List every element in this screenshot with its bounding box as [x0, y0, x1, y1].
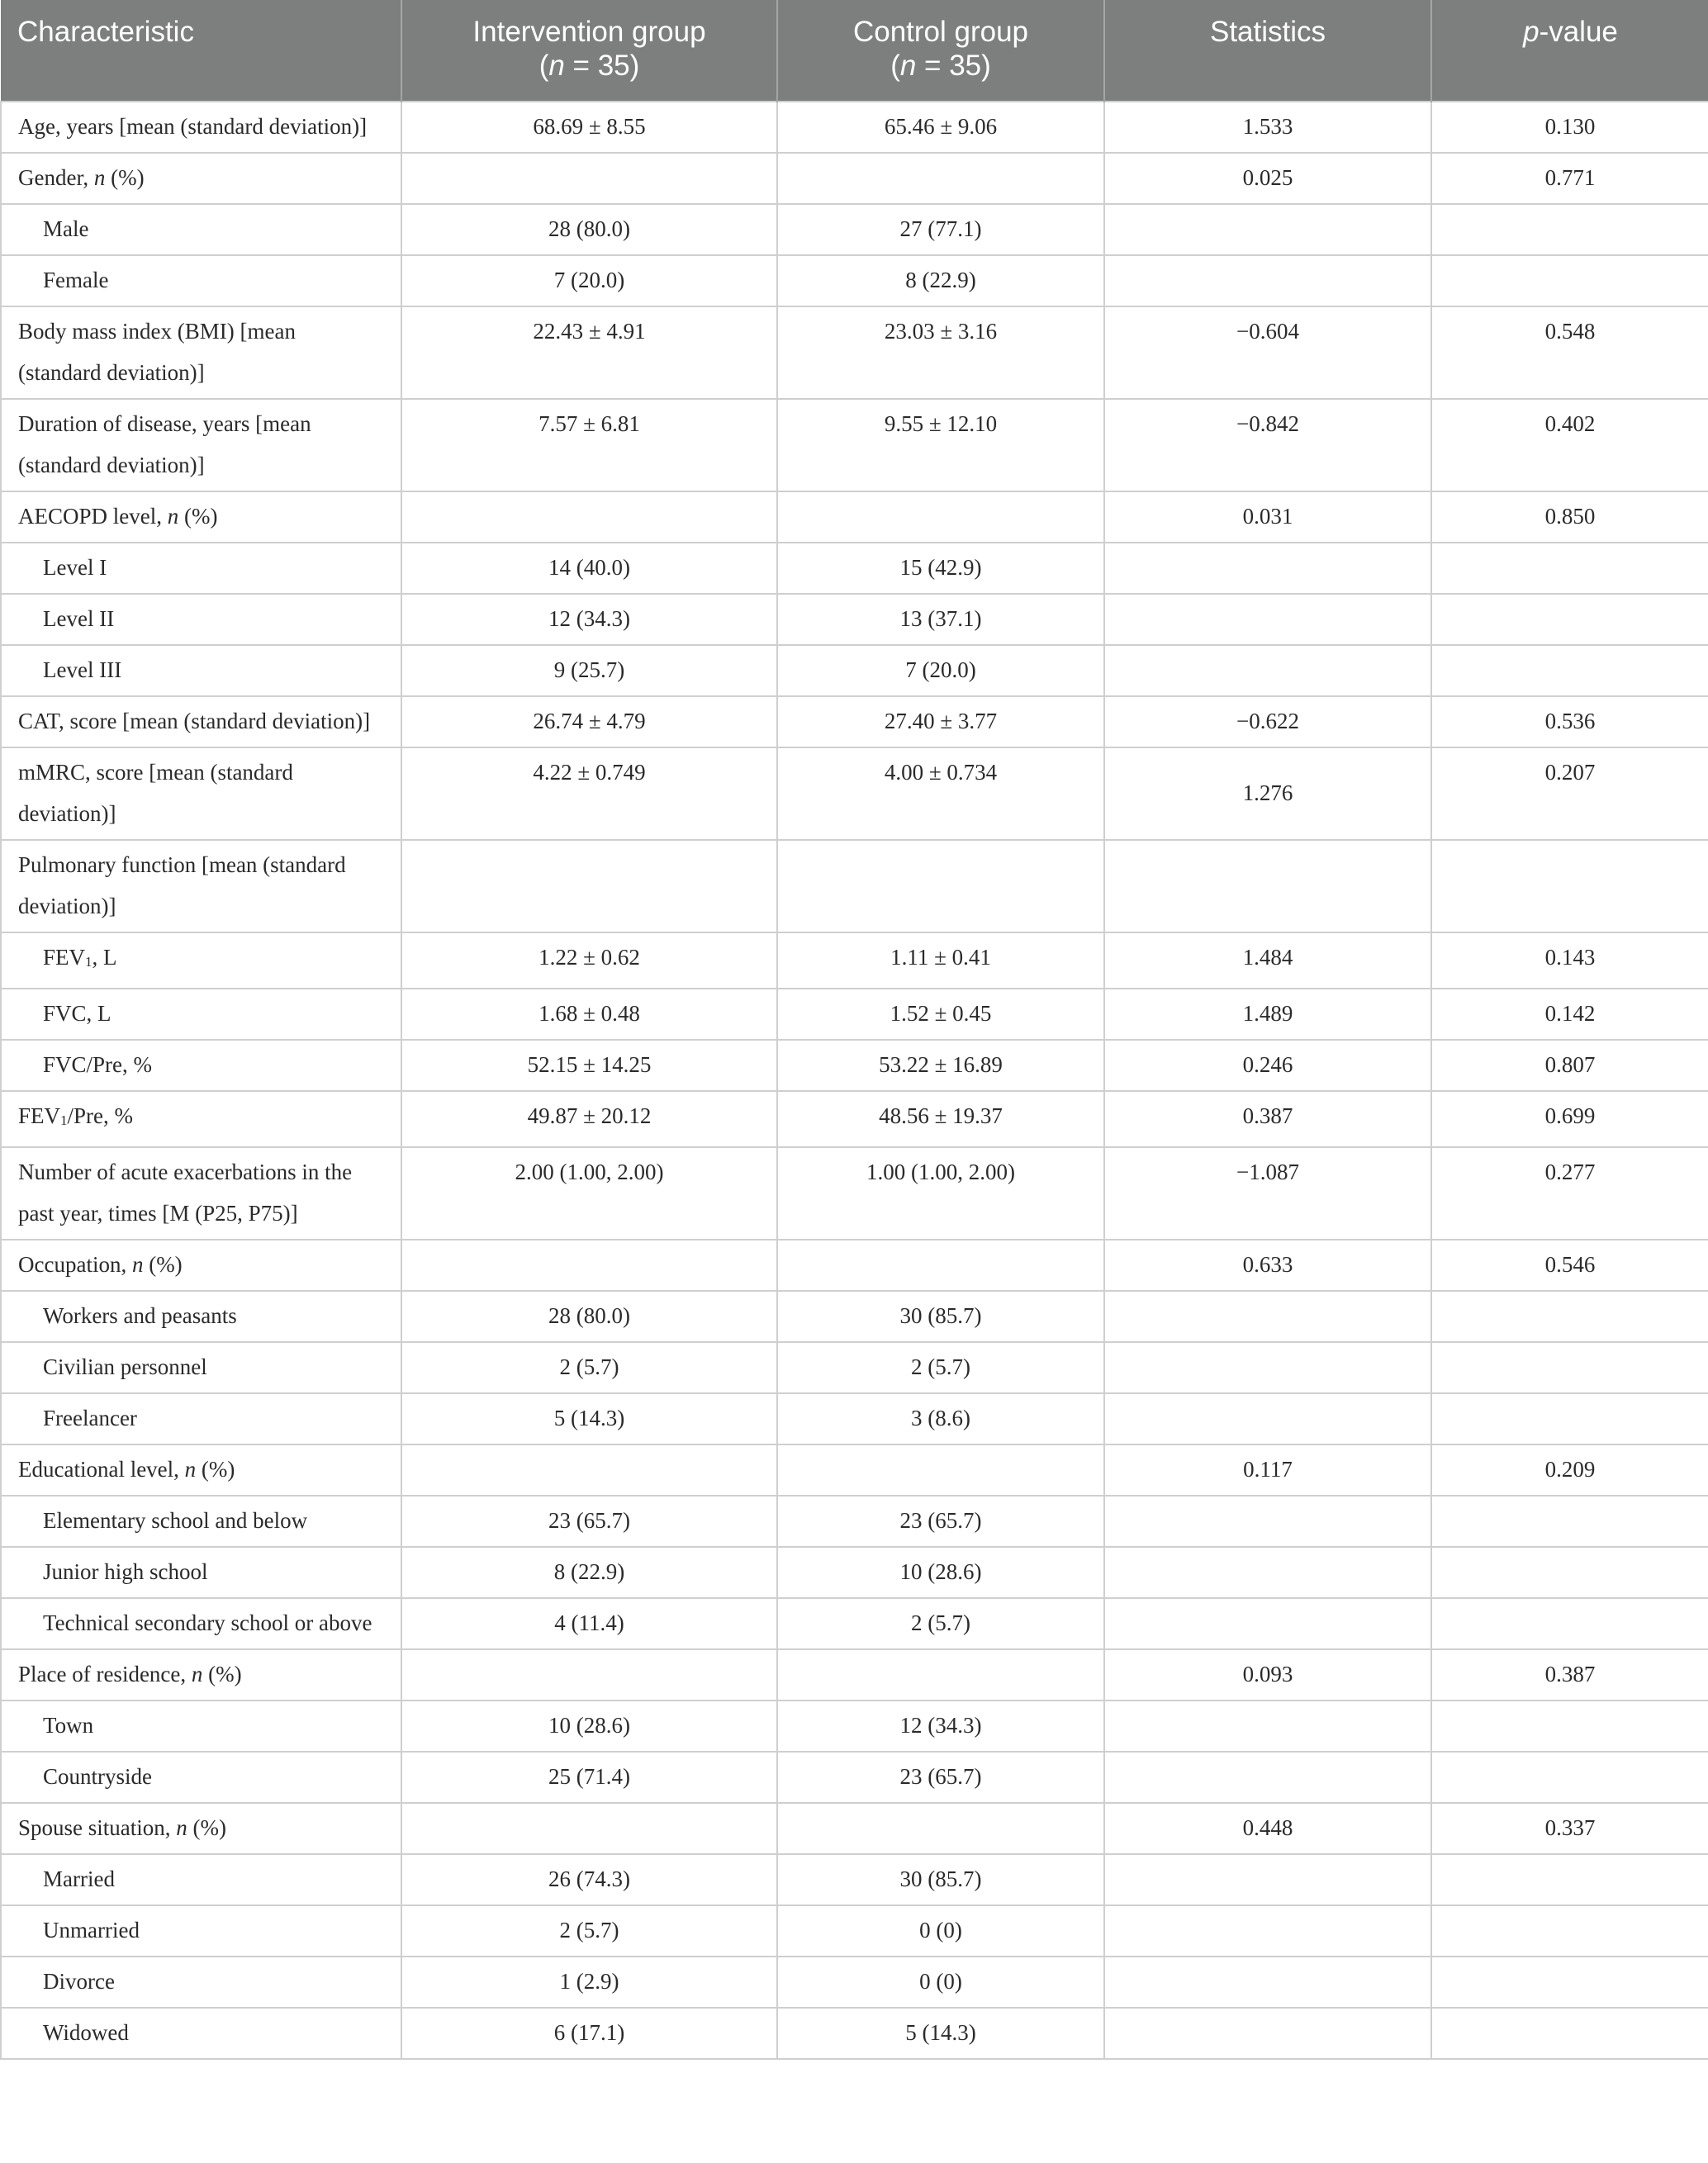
intervention-value: 28 (80.0)	[401, 1291, 777, 1342]
control-value: 15 (42.9)	[777, 543, 1104, 594]
table-row	[1, 840, 1708, 932]
table-row	[1, 102, 1708, 153]
intervention-value: 22.43 ± 4.91	[401, 306, 777, 399]
statistics-value	[1104, 1701, 1431, 1752]
intervention-value: 10 (28.6)	[401, 1701, 777, 1752]
intervention-value: 2 (5.7)	[401, 1342, 777, 1393]
table-row	[1, 747, 1708, 840]
p-value: 0.536	[1431, 696, 1708, 747]
header-characteristic: Characteristic	[1, 0, 401, 102]
table-row	[1, 2008, 1708, 2059]
row-label: Pulmonary function [mean (standard deviation)]	[1, 840, 401, 932]
statistics-value	[1104, 1905, 1431, 1957]
control-value: 4.00 ± 0.734	[777, 747, 1104, 840]
statistics-value: −0.622	[1104, 696, 1431, 747]
table-row	[1, 1342, 1708, 1393]
intervention-value	[401, 840, 777, 932]
row-label: Level III	[1, 645, 401, 696]
table-row	[1, 543, 1708, 594]
header-intervention-group: Intervention group (n = 35)	[401, 0, 777, 102]
table-row	[1, 1752, 1708, 1803]
p-value: 0.807	[1431, 1040, 1708, 1091]
table-row	[1, 1957, 1708, 2008]
table-row	[1, 1547, 1708, 1598]
p-value: 0.548	[1431, 306, 1708, 399]
statistics-value	[1104, 1393, 1431, 1444]
table-row	[1, 491, 1708, 543]
table-row	[1, 1444, 1708, 1496]
statistics-value: 0.117	[1104, 1444, 1431, 1496]
control-value: 1.11 ± 0.41	[777, 932, 1104, 989]
row-label: Female	[1, 255, 401, 306]
control-value	[777, 491, 1104, 543]
statistics-value: 1.484	[1104, 932, 1431, 989]
intervention-value: 12 (34.3)	[401, 594, 777, 645]
p-value: 0.771	[1431, 153, 1708, 204]
control-value: 1.52 ± 0.45	[777, 989, 1104, 1040]
control-value: 23 (65.7)	[777, 1496, 1104, 1547]
intervention-value: 1 (2.9)	[401, 1957, 777, 2008]
statistics-value: 0.246	[1104, 1040, 1431, 1091]
statistics-value	[1104, 1957, 1431, 2008]
table-row	[1, 1905, 1708, 1957]
p-value	[1431, 1957, 1708, 2008]
row-label: Widowed	[1, 2008, 401, 2059]
control-value: 23.03 ± 3.16	[777, 306, 1104, 399]
p-value	[1431, 1496, 1708, 1547]
intervention-value: 25 (71.4)	[401, 1752, 777, 1803]
control-value: 2 (5.7)	[777, 1598, 1104, 1649]
control-value: 5 (14.3)	[777, 2008, 1104, 2059]
row-label: Age, years [mean (standard deviation)]	[1, 102, 401, 153]
p-value: 0.209	[1431, 1444, 1708, 1496]
intervention-value	[401, 1649, 777, 1701]
row-label: Level II	[1, 594, 401, 645]
control-value: 12 (34.3)	[777, 1701, 1104, 1752]
p-value	[1431, 1701, 1708, 1752]
row-label: Gender, n (%)	[1, 153, 401, 204]
p-value	[1431, 1854, 1708, 1905]
intervention-value: 1.22 ± 0.62	[401, 932, 777, 989]
table-row	[1, 153, 1708, 204]
statistics-value: 0.448	[1104, 1803, 1431, 1854]
p-value: 0.142	[1431, 989, 1708, 1040]
intervention-value	[401, 491, 777, 543]
control-value: 23 (65.7)	[777, 1752, 1104, 1803]
p-value	[1431, 1393, 1708, 1444]
row-label: $FEV_1$/Pre, %	[1, 1091, 401, 1147]
control-value: 10 (28.6)	[777, 1547, 1104, 1598]
row-label: Body mass index (BMI) [mean (standard deviation)]	[1, 306, 401, 399]
statistics-value: 0.093	[1104, 1649, 1431, 1701]
header-statistics: Statistics	[1104, 0, 1431, 102]
intervention-value: 68.69 ± 8.55	[401, 102, 777, 153]
p-value	[1431, 2008, 1708, 2059]
statistics-value	[1104, 1291, 1431, 1342]
statistics-value	[1104, 594, 1431, 645]
header-row	[1, 0, 1708, 102]
control-value: 53.22 ± 16.89	[777, 1040, 1104, 1091]
header-control-group: Control group (n = 35)	[777, 0, 1104, 102]
table-row	[1, 932, 1708, 989]
p-value: 0.130	[1431, 102, 1708, 153]
p-value: 0.850	[1431, 491, 1708, 543]
intervention-value: 7 (20.0)	[401, 255, 777, 306]
statistics-value: 0.025	[1104, 153, 1431, 204]
control-value: 8 (22.9)	[777, 255, 1104, 306]
intervention-value: 2 (5.7)	[401, 1905, 777, 1957]
header-p-value: p-value	[1431, 0, 1708, 102]
row-label: CAT, score [mean (standard deviation)]	[1, 696, 401, 747]
table-header	[1, 0, 1708, 102]
statistics-value	[1104, 204, 1431, 255]
intervention-value	[401, 1803, 777, 1854]
table-row	[1, 1649, 1708, 1701]
control-value: 27.40 ± 3.77	[777, 696, 1104, 747]
statistics-value: −0.842	[1104, 399, 1431, 491]
row-label: Number of acute exacerbations in the past year, times [M (P25, P75)]	[1, 1147, 401, 1240]
control-value	[777, 1649, 1104, 1701]
p-value	[1431, 1905, 1708, 1957]
statistics-value: 0.031	[1104, 491, 1431, 543]
intervention-value: 4.22 ± 0.749	[401, 747, 777, 840]
statistics-value: 0.387	[1104, 1091, 1431, 1147]
intervention-value: 1.68 ± 0.48	[401, 989, 777, 1040]
table-row	[1, 1496, 1708, 1547]
statistics-value	[1104, 1496, 1431, 1547]
row-label: Town	[1, 1701, 401, 1752]
table-row	[1, 1701, 1708, 1752]
p-value	[1431, 255, 1708, 306]
control-value	[777, 840, 1104, 932]
intervention-value	[401, 1240, 777, 1291]
control-value: 9.55 ± 12.10	[777, 399, 1104, 491]
row-label: FVC/Pre, %	[1, 1040, 401, 1091]
control-value: 0 (0)	[777, 1905, 1104, 1957]
control-value: 65.46 ± 9.06	[777, 102, 1104, 153]
intervention-value: 26.74 ± 4.79	[401, 696, 777, 747]
row-label: Occupation, n (%)	[1, 1240, 401, 1291]
row-label: Technical secondary school or above	[1, 1598, 401, 1649]
intervention-value: 7.57 ± 6.81	[401, 399, 777, 491]
intervention-value: 26 (74.3)	[401, 1854, 777, 1905]
control-value: 27 (77.1)	[777, 204, 1104, 255]
p-value	[1431, 204, 1708, 255]
intervention-value	[401, 1444, 777, 1496]
row-label: Duration of disease, years [mean (standard deviation)]	[1, 399, 401, 491]
table-row	[1, 204, 1708, 255]
row-label: Civilian personnel	[1, 1342, 401, 1393]
statistics-value: 1.276	[1104, 747, 1431, 840]
p-value	[1431, 1342, 1708, 1393]
row-label: Married	[1, 1854, 401, 1905]
row-label: FVC, L	[1, 989, 401, 1040]
row-label: $FEV_1$, L	[1, 932, 401, 989]
statistics-value: −0.604	[1104, 306, 1431, 399]
statistics-value	[1104, 840, 1431, 932]
control-value: 30 (85.7)	[777, 1854, 1104, 1905]
statistics-value	[1104, 255, 1431, 306]
table-row	[1, 1393, 1708, 1444]
control-value: 7 (20.0)	[777, 645, 1104, 696]
statistics-value: 1.533	[1104, 102, 1431, 153]
statistics-value	[1104, 1342, 1431, 1393]
row-label: Level I	[1, 543, 401, 594]
intervention-value: 9 (25.7)	[401, 645, 777, 696]
control-value: 30 (85.7)	[777, 1291, 1104, 1342]
control-value: 1.00 (1.00, 2.00)	[777, 1147, 1104, 1240]
p-value	[1431, 1547, 1708, 1598]
row-label: AECOPD level, n (%)	[1, 491, 401, 543]
p-value	[1431, 543, 1708, 594]
p-value	[1431, 1291, 1708, 1342]
table-row	[1, 645, 1708, 696]
table-row	[1, 1240, 1708, 1291]
row-label: mMRC, score [mean (standard deviation)]	[1, 747, 401, 840]
table-row	[1, 255, 1708, 306]
row-label: Divorce	[1, 1957, 401, 2008]
table-row	[1, 594, 1708, 645]
intervention-value: 5 (14.3)	[401, 1393, 777, 1444]
p-value: 0.207	[1431, 747, 1708, 840]
intervention-value: 4 (11.4)	[401, 1598, 777, 1649]
intervention-value: 52.15 ± 14.25	[401, 1040, 777, 1091]
p-value	[1431, 1598, 1708, 1649]
p-value	[1431, 645, 1708, 696]
table-body	[1, 102, 1708, 2059]
row-label: Male	[1, 204, 401, 255]
intervention-value	[401, 153, 777, 204]
statistics-value	[1104, 645, 1431, 696]
control-value: 0 (0)	[777, 1957, 1104, 2008]
control-value: 48.56 ± 19.37	[777, 1091, 1104, 1147]
statistics-value	[1104, 543, 1431, 594]
table-row	[1, 306, 1708, 399]
row-label: Spouse situation, n (%)	[1, 1803, 401, 1854]
table-row	[1, 1147, 1708, 1240]
p-value: 0.337	[1431, 1803, 1708, 1854]
row-label: Unmarried	[1, 1905, 401, 1957]
control-value: 2 (5.7)	[777, 1342, 1104, 1393]
row-label: Junior high school	[1, 1547, 401, 1598]
intervention-value: 28 (80.0)	[401, 204, 777, 255]
statistics-value	[1104, 1598, 1431, 1649]
table-row	[1, 1803, 1708, 1854]
p-value: 0.143	[1431, 932, 1708, 989]
row-label: Place of residence, n (%)	[1, 1649, 401, 1701]
control-value: 13 (37.1)	[777, 594, 1104, 645]
row-label: Countryside	[1, 1752, 401, 1803]
table-row	[1, 1854, 1708, 1905]
table-row	[1, 1091, 1708, 1147]
control-value	[777, 1803, 1104, 1854]
intervention-value: 2.00 (1.00, 2.00)	[401, 1147, 777, 1240]
table-row	[1, 696, 1708, 747]
table-row	[1, 399, 1708, 491]
intervention-value: 23 (65.7)	[401, 1496, 777, 1547]
row-label: Freelancer	[1, 1393, 401, 1444]
p-value	[1431, 840, 1708, 932]
control-value: 3 (8.6)	[777, 1393, 1104, 1444]
p-value: 0.546	[1431, 1240, 1708, 1291]
statistics-value	[1104, 1547, 1431, 1598]
p-value: 0.277	[1431, 1147, 1708, 1240]
intervention-value: 6 (17.1)	[401, 2008, 777, 2059]
statistics-value	[1104, 1752, 1431, 1803]
statistics-value	[1104, 1854, 1431, 1905]
intervention-value: 8 (22.9)	[401, 1547, 777, 1598]
table-row	[1, 1291, 1708, 1342]
table-row	[1, 1598, 1708, 1649]
row-label: Workers and peasants	[1, 1291, 401, 1342]
p-value: 0.402	[1431, 399, 1708, 491]
statistics-value: 0.633	[1104, 1240, 1431, 1291]
p-value	[1431, 1752, 1708, 1803]
control-value	[777, 1240, 1104, 1291]
statistics-value: 1.489	[1104, 989, 1431, 1040]
row-label: Educational level, n (%)	[1, 1444, 401, 1496]
p-value: 0.699	[1431, 1091, 1708, 1147]
p-value: 0.387	[1431, 1649, 1708, 1701]
intervention-value: 49.87 ± 20.12	[401, 1091, 777, 1147]
p-value	[1431, 594, 1708, 645]
table-row	[1, 989, 1708, 1040]
intervention-value: 14 (40.0)	[401, 543, 777, 594]
row-label: Elementary school and below	[1, 1496, 401, 1547]
statistics-value	[1104, 2008, 1431, 2059]
control-value	[777, 153, 1104, 204]
control-value	[777, 1444, 1104, 1496]
statistics-value: −1.087	[1104, 1147, 1431, 1240]
table-row	[1, 1040, 1708, 1091]
